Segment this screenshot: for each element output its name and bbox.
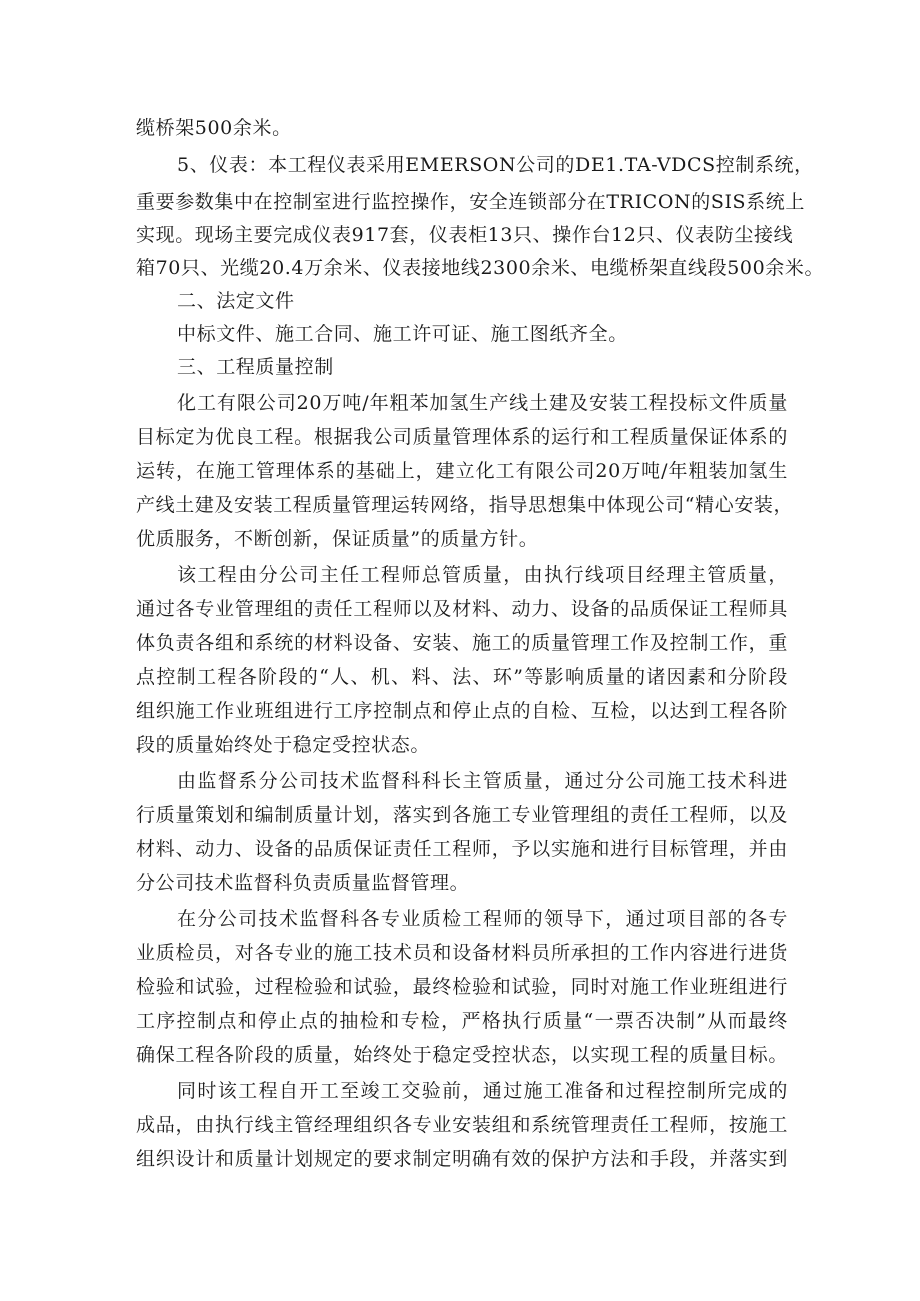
text-line-13: 优质服务，不断创新，保证质量”的质量方针。 [136, 528, 539, 550]
text-line-17: 点控制工程各阶段的“人、机、料、法、环”等影响质量的诸因素和分阶段 [136, 666, 788, 688]
text-line-1: 缆桥架500余米。 [136, 117, 292, 139]
text-line-26: 检验和试验，过程检验和试验，最终检验和试验，同时对施工作业班组进行 [136, 976, 788, 998]
text-line-12: 产线土建及安装工程质量管理运转网络，指导思想集中体现公司“精心安装， [136, 494, 794, 516]
text-line-28: 确保工程各阶段的质量，始终处于稳定受控状态，以实现工程的质量目标。 [136, 1044, 788, 1066]
text-line-21: 行质量策划和编制质量计划，落实到各施工专业管理组的责任工程师，以及 [136, 804, 788, 826]
text-line-22: 材料、动力、设备的品质保证责任工程师，予以实施和进行目标管理，并由 [136, 838, 788, 860]
text-line-10: 目标定为优良工程。根据我公司质量管理体系的运行和工程质量保证体系的 [136, 426, 788, 448]
text-line-2: 5、仪表：本工程仪表采用EMERSON公司的DE1.TA-VDCS控制系统， [177, 154, 814, 176]
section-heading-3: 三、工程质量控制 [177, 356, 334, 378]
text-line-3: 重要参数集中在控制室进行监控操作，安全连锁部分在TRICON的SIS系统上 [136, 191, 805, 213]
text-line-19: 段的质量始终处于稳定受控状态。 [136, 734, 431, 756]
text-line-14: 该工程由分公司主任工程师总管质量，由执行线项目经理主管质量， [177, 564, 788, 586]
text-line-30: 成品，由执行线主管经理组织各专业安装组和系统管理责任工程师，按施工 [136, 1114, 788, 1136]
section-heading-2: 二、法定文件 [177, 290, 295, 312]
text-line-11: 运转，在施工管理体系的基础上，建立化工有限公司20万吨/年粗装加氢生 [136, 460, 788, 482]
text-line-7: 中标文件、施工合同、施工许可证、施工图纸齐全。 [177, 323, 628, 345]
text-line-27: 工序控制点和停止点的抽检和专检，严格执行质量“一票否决制”从而最终 [136, 1010, 788, 1032]
text-line-5: 箱70只、光缆20.4万余米、仪表接地线2300余米、电缆桥架直线段500余米。 [136, 257, 825, 279]
text-line-31: 组织设计和质量计划规定的要求制定明确有效的保护方法和手段，并落实到 [136, 1148, 788, 1170]
text-line-20: 由监督系分公司技术监督科科长主管质量，通过分公司施工技术科进 [177, 770, 788, 792]
text-line-15: 通过各专业管理组的责任工程师以及材料、动力、设备的品质保证工程师具 [136, 598, 788, 620]
text-line-29: 同时该工程自开工至竣工交验前，通过施工准备和过程控制所完成的 [177, 1080, 788, 1102]
text-line-24: 在分公司技术监督科各专业质检工程师的领导下，通过项目部的各专 [177, 908, 788, 930]
text-line-23: 分公司技术监督科负责质量监督管理。 [136, 872, 470, 894]
text-line-9: 化工有限公司20万吨/年粗苯加氢生产线土建及安装工程投标文件质量 [177, 392, 788, 414]
text-line-4: 实现。现场主要完成仪表917套，仪表柜13只、操作台12只、仪表防尘接线 [136, 224, 794, 246]
text-line-18: 组织施工作业班组进行工序控制点和停止点的自检、互检，以达到工程各阶 [136, 700, 788, 722]
text-line-25: 业质检员，对各专业的施工技术员和设备材料员所承担的工作内容进行进货 [136, 942, 788, 964]
text-line-16: 体负责各组和系统的材料设备、安装、施工的质量管理工作及控制工作，重 [136, 632, 788, 654]
